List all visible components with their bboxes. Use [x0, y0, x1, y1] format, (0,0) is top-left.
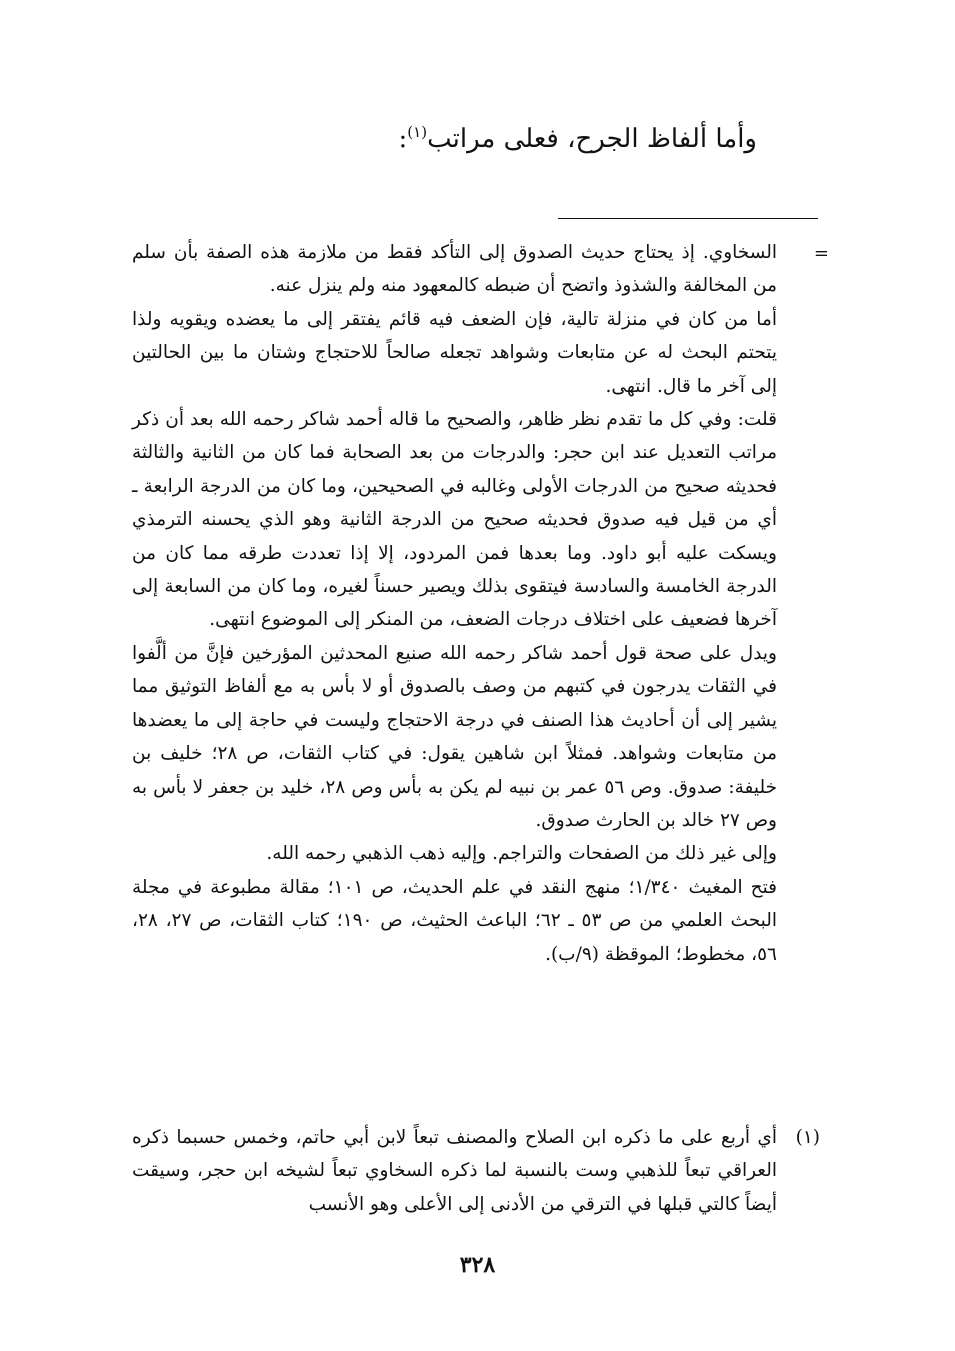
footnote-1 — [132, 1121, 820, 1221]
footnote-separator-rule — [558, 218, 818, 219]
note-paragraph-4: ويدل على صحة قول أحمد شاكر رحمه الله صنيع المحدثين المؤرخين فإنَّ من ألَّفوا في الثقات يدرجون في كتبهم من وصف بالصدوق أو لا بأس به مع ألفاظ التوثيق مما يشير إلى أن أحاديث هذا الصنف في درجة الاحتجاج وليست في حاجة إلى ما يعضدها من متابعات وشواهد. فمثلاً ابن شاهين يقول: في كتاب الثقات، ص ٢٨؛ خليف بن خليفة: صدوق. وص ٥٦ عمر بن نبيه لم يكن به بأس وص ٢٨، خليد بن جعفر لا بأس به وص ٢٧ خالد بن الحارث صدوق. — [132, 642, 778, 831]
section-heading — [399, 112, 757, 159]
note-paragraph-5: وإلى غير ذلك من الصفحات والتراجم. وإليه ذهب الذهبي رحمه الله. — [266, 843, 777, 865]
page-number: ٣٢٨ — [459, 1252, 496, 1278]
heading-colon: : — [398, 124, 408, 154]
continuation-mark: = — [813, 243, 829, 264]
footnote-number: (١) — [795, 1127, 820, 1148]
footnote-reference: (١) — [407, 123, 428, 141]
note-paragraph-3: قلت: وفي كل ما تقدم نظر ظاهر، والصحيح ما قاله أحمد شاكر رحمه الله بعد أن ذكر مراتب التعديل عند ابن حجر: والدرجات من بعد الصحابة فما كان من الثانية والثالثة فحديثه صحيح من الدرجات الأولى وغالبه في الصحيحين، وما كان من الدرجة الرابعة ـ أي من قيل فيه صدوق فحديثه صحيح من الدرجة الثانية وهو الذي يحسنه الترمذي ويسكت عليه أبو داود. وما بعدها فمن المردود، إلا إذا تعددت طرقه مما كان من الدرجة الخامسة والسادسة فيتقوى بذلك ويصير حسناً لغيره، وما كان من السابعة إلى آخرها فضعيف على اختلاف درجات الضعف، من المنكر إلى الموضوع انتهى. — [132, 409, 777, 631]
note-paragraph-2: أما من كان في منزلة تالية، فإن الضعف فيه قائم يفتقر إلى ما يعضده ويقويه ولذا يتحتم البحث له عن متابعات وشواهد تجعله صالحاً للاحتجاج وشتان ما بين الحالتين إلى آخر ما قال. انتهى. — [132, 308, 777, 397]
note-paragraph-6: فتح المغيث ١/٣٤٠؛ منهج النقد في علم الحديث، ص ١٠١؛ مقالة مطبوعة في مجلة البحث العلمي من ص ٥٣ ـ ٦٢؛ الباعث الحثيث، ص ١٩٠؛ كتاب الثقات، ص ٢٧، ٢٨، ٥٦، مخطوط؛ الموقظة (٩/ب). — [132, 876, 778, 965]
continued-footnote-block — [132, 236, 777, 971]
footnote-text: أي أربع على ما ذكره ابن الصلاح والمصنف تبعاً لابن أبي حاتم، وخمس حسبما ذكره العراقي تبعاً للذهبي وست بالنسبة لما ذكره السخاوي تبعاً لشيخه ابن حجر، وسيقت أيضاً كالتي قبلها في الترقي من الأدنى إلى الأعلى وهو الأنسب — [132, 1127, 777, 1215]
note-paragraph-1: السخاوي. إذ يحتاج حديث الصدوق إلى التأكد فقط من ملازمة هذه الصفة بأن سلم من المخالفة والشذوذ واتضح أن ضبطه كالمعهود منه ولم ينزل عنه. — [132, 242, 777, 297]
heading-text: وأما ألفاظ الجرح، فعلى مراتب — [427, 124, 757, 154]
